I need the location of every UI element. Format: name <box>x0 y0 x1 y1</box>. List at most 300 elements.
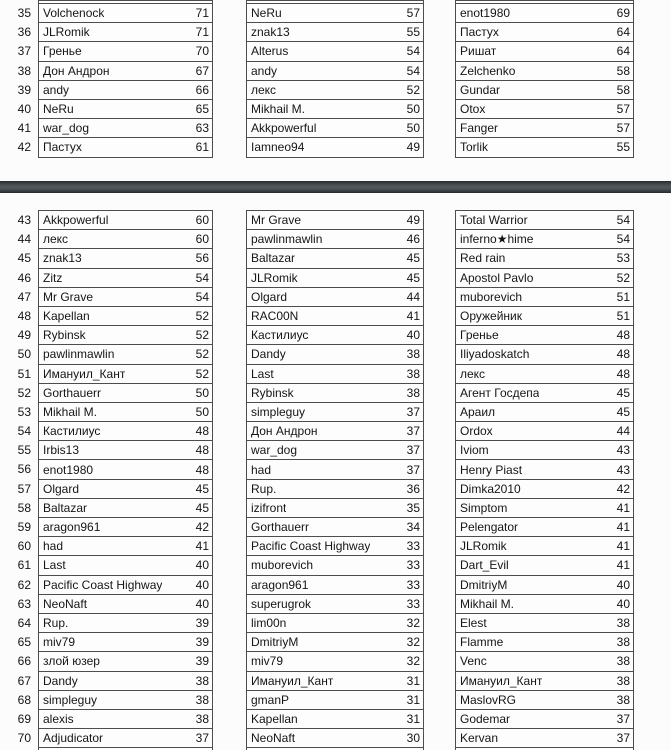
player-score: 45 <box>406 251 420 266</box>
table-row <box>456 230 633 249</box>
player-name: JLRomik <box>251 270 298 285</box>
rank-number: 44 <box>17 232 31 247</box>
player-score: 54 <box>195 270 209 285</box>
player-score: 40 <box>616 596 630 611</box>
table-row <box>247 441 423 460</box>
player-score: 31 <box>406 673 420 688</box>
player-name: Имануил_Кант <box>43 366 126 381</box>
rank-number: 51 <box>17 366 31 381</box>
table-row <box>247 211 423 230</box>
player-score: 41 <box>616 539 630 554</box>
player-score: 67 <box>195 63 209 78</box>
player-score: 51 <box>616 289 630 304</box>
player-name: Дон Андрон <box>251 424 318 439</box>
table-row <box>39 230 212 249</box>
player-name: Akkpowerful <box>251 121 317 136</box>
player-name: pawlinmawlin <box>251 232 323 247</box>
table-row <box>39 422 212 441</box>
player-name: Дон Андрон <box>43 63 110 78</box>
table-row <box>247 672 423 691</box>
player-name: muborevich <box>460 289 523 304</box>
player-score: 45 <box>406 270 420 285</box>
table-row <box>247 518 423 537</box>
player-name: Ordox <box>460 424 493 439</box>
table-row <box>39 556 212 575</box>
player-score: 45 <box>616 404 630 419</box>
player-name: Гренье <box>43 44 82 59</box>
player-name: Kapellan <box>251 711 298 726</box>
table-row <box>456 249 633 268</box>
table-row <box>247 4 423 23</box>
player-name: Pelengator <box>460 520 519 535</box>
player-name: Iliyadoskatch <box>460 347 530 362</box>
player-name: andy <box>43 82 70 97</box>
player-score: 34 <box>406 520 420 535</box>
table-row <box>456 403 633 422</box>
table-row <box>39 537 212 556</box>
table-row <box>39 81 212 100</box>
player-name: Fanger <box>460 121 499 136</box>
table-row <box>456 691 633 710</box>
section-divider-bar <box>0 181 671 193</box>
table-row <box>39 138 212 157</box>
player-name: Имануил_Кант <box>460 673 543 688</box>
player-score: 39 <box>195 654 209 669</box>
table-row <box>39 345 212 364</box>
table-row <box>456 138 633 157</box>
player-score: 54 <box>616 232 630 247</box>
player-score: 45 <box>195 500 209 515</box>
player-score: 44 <box>406 289 420 304</box>
player-score: 55 <box>406 25 420 40</box>
table-row <box>39 499 212 518</box>
player-score: 38 <box>195 673 209 688</box>
player-score: 71 <box>195 6 209 21</box>
player-score: 48 <box>616 328 630 343</box>
rank-number: 55 <box>17 443 31 458</box>
player-score: 32 <box>406 654 420 669</box>
player-score: 64 <box>616 25 630 40</box>
player-score: 52 <box>195 328 209 343</box>
table-row <box>247 326 423 345</box>
table-row <box>247 729 423 748</box>
player-score: 43 <box>616 462 630 477</box>
player-name: Кастилиус <box>251 328 309 343</box>
score-table-top-middle <box>246 3 424 158</box>
table-row <box>39 672 212 691</box>
player-score: 31 <box>406 711 420 726</box>
player-score: 41 <box>406 309 420 324</box>
player-name: лекс <box>460 366 486 381</box>
player-name: war_dog <box>251 443 298 458</box>
player-name: Агент Госдепа <box>460 385 540 400</box>
table-row <box>456 42 633 61</box>
player-score: 38 <box>616 673 630 688</box>
player-name: Pacific Coast Highway <box>251 539 371 554</box>
table-row <box>39 403 212 422</box>
player-name: Baltazar <box>251 251 296 266</box>
score-table-bottom-left <box>38 210 213 748</box>
table-row <box>247 614 423 633</box>
player-name: Mr Grave <box>251 213 302 228</box>
player-name: Total Warrior <box>460 213 528 228</box>
table-row <box>39 269 212 288</box>
player-name: znak13 <box>251 25 290 40</box>
rank-number: 48 <box>17 308 31 323</box>
player-score: 54 <box>616 213 630 228</box>
rank-number: 50 <box>17 347 31 362</box>
table-row <box>456 269 633 288</box>
table-row <box>456 307 633 326</box>
player-name: NeoNaft <box>251 731 296 746</box>
player-score: 32 <box>406 616 420 631</box>
player-name: aragon961 <box>43 520 101 535</box>
player-score: 48 <box>195 443 209 458</box>
table-row <box>39 307 212 326</box>
table-row <box>39 288 212 307</box>
player-name: Mikhail M. <box>43 404 98 419</box>
rank-number: 68 <box>17 692 31 707</box>
table-row <box>39 633 212 652</box>
player-score: 52 <box>195 366 209 381</box>
player-score: 50 <box>195 385 209 400</box>
player-name: alexis <box>43 711 74 726</box>
player-name: JLRomik <box>43 25 90 40</box>
table-row <box>39 652 212 671</box>
player-name: RAC00N <box>251 309 299 324</box>
table-row <box>456 211 633 230</box>
rank-column-bottom <box>5 211 31 748</box>
table-row <box>247 422 423 441</box>
player-score: 36 <box>406 481 420 496</box>
player-name: Гренье <box>460 328 499 343</box>
table-row <box>39 211 212 230</box>
player-score: 61 <box>195 140 209 155</box>
table-row <box>247 595 423 614</box>
player-score: 30 <box>406 731 420 746</box>
player-score: 41 <box>616 520 630 535</box>
player-name: NeRu <box>251 6 282 21</box>
table-row <box>247 537 423 556</box>
score-table-bottom-right <box>455 210 634 748</box>
table-row <box>247 269 423 288</box>
player-name: Simptom <box>460 500 508 515</box>
rank-number: 35 <box>17 6 31 20</box>
player-score: 38 <box>616 616 630 631</box>
player-name: Gorthauerr <box>43 385 102 400</box>
rank-number: 39 <box>17 82 31 97</box>
table-row <box>247 499 423 518</box>
player-score: 37 <box>406 462 420 477</box>
player-score: 38 <box>616 654 630 669</box>
player-score: 54 <box>195 289 209 304</box>
player-score: 65 <box>195 102 209 117</box>
player-score: 51 <box>616 309 630 324</box>
player-name: Baltazar <box>43 500 88 515</box>
player-name: izifront <box>251 500 287 515</box>
player-name: war_dog <box>43 121 90 136</box>
table-row <box>456 652 633 671</box>
rank-number: 63 <box>17 596 31 611</box>
score-table-top-left <box>38 3 213 158</box>
player-score: 32 <box>406 635 420 650</box>
player-name: miv79 <box>251 654 284 669</box>
player-score: 42 <box>616 481 630 496</box>
rank-number: 52 <box>17 385 31 400</box>
table-row <box>39 480 212 499</box>
player-score: 43 <box>616 443 630 458</box>
table-row <box>247 81 423 100</box>
player-name: Last <box>43 558 66 573</box>
table-row <box>39 42 212 61</box>
rank-number: 53 <box>17 404 31 419</box>
table-row <box>456 614 633 633</box>
player-name: lim00n <box>251 616 287 631</box>
rank-number: 41 <box>17 121 31 136</box>
player-score: 58 <box>616 63 630 78</box>
table-row <box>247 403 423 422</box>
rank-number: 67 <box>17 673 31 688</box>
player-score: 45 <box>616 385 630 400</box>
player-name: Кастилиус <box>43 424 101 439</box>
player-name: miv79 <box>43 635 76 650</box>
player-score: 64 <box>616 44 630 59</box>
rank-number: 36 <box>17 25 31 40</box>
player-score: 40 <box>195 596 209 611</box>
table-row <box>247 633 423 652</box>
player-score: 71 <box>195 25 209 40</box>
player-name: enot1980 <box>460 6 511 21</box>
player-score: 40 <box>195 577 209 592</box>
player-name: Dandy <box>43 673 78 688</box>
player-name: Torlik <box>460 140 489 155</box>
player-name: Оружейник <box>460 309 522 324</box>
score-table-bottom-middle <box>246 210 424 748</box>
player-score: 57 <box>616 121 630 136</box>
table-row <box>39 326 212 345</box>
table-row <box>247 384 423 403</box>
player-score: 58 <box>616 82 630 97</box>
player-score: 54 <box>406 63 420 78</box>
player-score: 70 <box>195 44 209 59</box>
player-name: simpleguy <box>251 404 306 419</box>
player-name: Араил <box>460 404 496 419</box>
rank-number: 61 <box>17 558 31 573</box>
player-name: Kervan <box>460 731 499 746</box>
player-name: Kapellan <box>43 309 90 324</box>
rank-number: 56 <box>17 462 31 477</box>
rank-number: 40 <box>17 101 31 116</box>
table-row <box>456 365 633 384</box>
table-row <box>456 288 633 307</box>
table-row <box>456 345 633 364</box>
table-row <box>247 345 423 364</box>
player-name: Henry Piast <box>460 462 523 477</box>
player-score: 44 <box>616 424 630 439</box>
player-score: 33 <box>406 577 420 592</box>
player-name: had <box>251 462 272 477</box>
player-name: Last <box>251 366 274 381</box>
table-row <box>247 652 423 671</box>
table-row <box>247 138 423 157</box>
table-row <box>456 100 633 119</box>
table-row <box>456 119 633 138</box>
player-score: 50 <box>195 404 209 419</box>
player-score: 52 <box>195 309 209 324</box>
player-name: Akkpowerful <box>43 213 109 228</box>
table-row <box>247 62 423 81</box>
player-name: enot1980 <box>43 462 94 477</box>
player-name: JLRomik <box>460 539 507 554</box>
player-score: 38 <box>406 385 420 400</box>
table-row <box>456 460 633 479</box>
player-score: 60 <box>195 213 209 228</box>
player-name: Rybinsk <box>251 385 294 400</box>
player-score: 33 <box>406 558 420 573</box>
player-score: 50 <box>406 102 420 117</box>
table-row <box>39 595 212 614</box>
player-score: 35 <box>406 500 420 515</box>
table-row <box>39 729 212 748</box>
table-row <box>39 249 212 268</box>
rank-number: 62 <box>17 577 31 592</box>
player-score: 39 <box>195 635 209 650</box>
player-name: Dimka2010 <box>460 481 521 496</box>
rank-column-top <box>5 4 31 158</box>
table-row <box>456 576 633 595</box>
player-score: 42 <box>195 520 209 535</box>
player-score: 37 <box>406 424 420 439</box>
player-name: znak13 <box>43 251 82 266</box>
player-score: 40 <box>406 328 420 343</box>
table-row <box>456 537 633 556</box>
table-row <box>456 710 633 729</box>
player-score: 48 <box>616 366 630 381</box>
player-name: Пастух <box>460 25 499 40</box>
player-score: 38 <box>406 347 420 362</box>
player-score: 39 <box>195 616 209 631</box>
player-score: 57 <box>406 6 420 21</box>
player-name: Имануил_Кант <box>251 673 334 688</box>
player-name: Mikhail M. <box>460 596 515 611</box>
player-score: 40 <box>616 577 630 592</box>
player-score: 56 <box>195 251 209 266</box>
player-score: 45 <box>195 481 209 496</box>
score-table-top-right <box>455 3 634 158</box>
player-name: Pacific Coast Highway <box>43 577 163 592</box>
rank-number: 49 <box>17 328 31 343</box>
player-name: Rup. <box>43 616 69 631</box>
player-name: Mikhail M. <box>251 102 306 117</box>
table-row <box>247 691 423 710</box>
player-name: inferno★hime <box>460 232 534 247</box>
player-score: 54 <box>406 44 420 59</box>
player-name: NeRu <box>43 102 74 117</box>
player-name: Dandy <box>251 347 286 362</box>
table-row <box>456 62 633 81</box>
player-score: 55 <box>616 140 630 155</box>
player-score: 33 <box>406 596 420 611</box>
table-row <box>39 4 212 23</box>
player-name: Gorthauerr <box>251 520 310 535</box>
table-row <box>247 576 423 595</box>
player-score: 38 <box>616 635 630 650</box>
player-name: Flamme <box>460 635 504 650</box>
player-score: 52 <box>195 347 209 362</box>
player-score: 49 <box>406 140 420 155</box>
table-row <box>247 365 423 384</box>
player-name: Пастух <box>43 140 82 155</box>
rank-number: 60 <box>17 539 31 554</box>
player-score: 63 <box>195 121 209 136</box>
player-score: 41 <box>195 539 209 554</box>
table-row <box>247 556 423 575</box>
table-row <box>39 691 212 710</box>
table-row <box>456 480 633 499</box>
player-name: Red rain <box>460 251 506 266</box>
player-score: 38 <box>195 711 209 726</box>
table-row <box>456 729 633 748</box>
table-row <box>247 307 423 326</box>
table-row <box>39 119 212 138</box>
table-row <box>39 518 212 537</box>
player-name: muborevich <box>251 558 314 573</box>
rank-number: 43 <box>17 213 31 227</box>
rank-number: 57 <box>17 481 31 496</box>
rank-number: 69 <box>17 711 31 726</box>
table-row <box>39 614 212 633</box>
table-row <box>247 23 423 42</box>
player-score: 66 <box>195 82 209 97</box>
player-name: Volchenock <box>43 6 105 21</box>
player-name: superugrok <box>251 596 312 611</box>
player-name: Elest <box>460 616 487 631</box>
player-score: 53 <box>616 251 630 266</box>
table-row <box>456 556 633 575</box>
table-row <box>456 499 633 518</box>
player-score: 60 <box>195 232 209 247</box>
rank-number: 64 <box>17 615 31 630</box>
player-name: had <box>43 539 64 554</box>
table-row <box>247 460 423 479</box>
player-name: Zelchenko <box>460 63 516 78</box>
player-name: лекс <box>43 232 69 247</box>
table-row <box>247 100 423 119</box>
player-score: 57 <box>616 102 630 117</box>
player-name: лекс <box>251 82 277 97</box>
rank-number: 46 <box>17 270 31 285</box>
player-score: 52 <box>616 270 630 285</box>
player-name: Godemar <box>460 711 511 726</box>
player-name: Zitz <box>43 270 63 285</box>
player-name: Rup. <box>251 481 277 496</box>
rank-number: 38 <box>17 63 31 78</box>
player-score: 48 <box>616 347 630 362</box>
player-name: Gundar <box>460 82 501 97</box>
player-name: simpleguy <box>43 692 98 707</box>
table-row <box>39 100 212 119</box>
rank-number: 66 <box>17 654 31 669</box>
table-row <box>456 81 633 100</box>
table-row <box>39 710 212 729</box>
player-score: 48 <box>195 424 209 439</box>
player-name: DmitriyM <box>251 635 299 650</box>
table-row <box>39 23 212 42</box>
table-row <box>247 42 423 61</box>
table-row <box>456 4 633 23</box>
table-row <box>247 230 423 249</box>
table-row <box>39 441 212 460</box>
